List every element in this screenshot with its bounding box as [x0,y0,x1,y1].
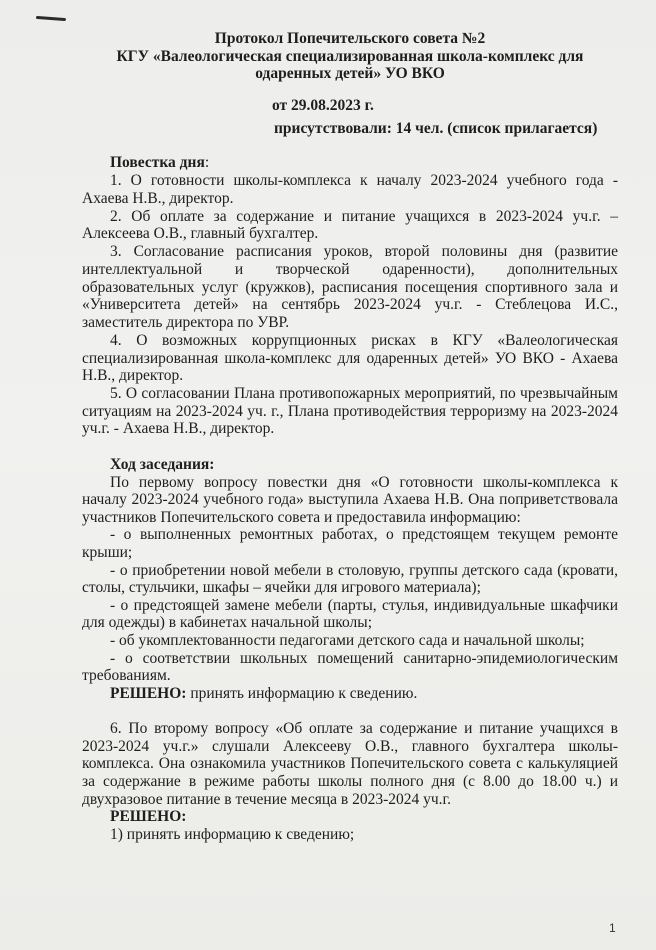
document-body [82,30,618,843]
agenda-list [82,172,618,438]
decision-1-text: принять информацию к сведению. [186,684,418,702]
proceedings-bullet: - о предстоящей замене мебели (парты, стулья, индивидуальные шкафчики для одежды) в кабинетах начальной школы; [82,596,618,632]
agenda-heading-text: Повестка дня [110,153,205,171]
agenda-item: 3. Согласование расписания уроков, второй половины дня (развитие интеллектуальной и творческой одаренности), дополнительных образовательных услуг (кружков), расписания посещения спортивного зала и «Университета детей» на сентябрь 2023-2024 уч.г. - Стеблецова И.С., заместитель директора по УВР. [82,243,618,331]
question-6: 6. По второму вопросу «Об оплате за содержание и питание учащихся в 2023-2024 уч.г.» слушали Алексееву О.В., главного бухгалтера школы-комплекса. Она ознакомила участников Попечительского совета с калькуляцией за содержание в режиме работы школы полного дня (с 8.00 до 18.00 ч.) и двухразовое питание в течение месяца в 2023-2024 уч.г. [82,720,618,808]
decision-1-label: РЕШЕНО: [110,684,187,702]
title-line-1: Протокол Попечительского совета №2 [214,30,486,47]
agenda-heading: Повестка дня: [110,153,210,171]
title-line-3: одаренных детей» УО ВКО [255,65,445,83]
agenda-item: 4. О возможных коррупционных рисках в КГУ «Валеологическая специализированная школа-комплекс для одаренных детей» УО ВКО - Ахаева Н.В., директор. [82,331,618,385]
agenda-item: 2. Об оплате за содержание и питание учащихся в 2023-2024 уч.г. – Алексеева О.В., главный бухгалтер. [82,207,618,243]
meeting-meta [82,97,618,138]
agenda-item: 5. О согласовании Плана противопожарных мероприятий, по чрезвычайным ситуациям на 2023-2024 уч. г., Плана противодействия терроризму на 2023-2024 уч.г. - Ахаева Н.В., директор. [82,385,618,438]
proceedings-bullet: - о соответствии школьных помещений санитарно-эпидемиологическим требованиям. [82,649,618,685]
decision-2-label: РЕШЕНО: [110,808,187,826]
document-title [82,30,618,83]
pen-mark [36,16,66,21]
attendance: присутствовали: 14 чел. (список прилагается) [274,120,598,138]
page-number: 1 [609,921,616,935]
meeting-date: от 29.08.2023 г. [272,96,374,114]
agenda-item: 1. О готовности школы-комплекса к началу 2023-2024 учебного года - Ахаева Н.В., директор. [82,172,618,207]
decision-1 [82,685,618,703]
proceedings-heading: Ход заседания: [110,455,215,473]
title-line-2: КГУ «Валеологическая специализированная школа-комплекс для [116,47,584,65]
proceedings-bullet: - о выполненных ремонтных работах, о предстоящем текущем ремонте крыши; [82,526,618,561]
proceedings-bullet: - об укомплектованности педагогами детского сада и начальной школы; [110,631,585,649]
proceedings-intro: По первому вопросу повестки дня «О готовности школы-комплекса к началу 2023-2024 учебного года» выступила Ахаева Н.В. Она поприветствовала участников Попечительского совета и предоставила информацию: [82,473,618,526]
decision-2-item: 1) принять информацию к сведению; [110,825,355,843]
proceedings-bullet: - о приобретении новой мебели в столовую, группы детского сада (кровати, столы, стульчики, шкафы – ячейки для игрового материала); [82,561,618,597]
